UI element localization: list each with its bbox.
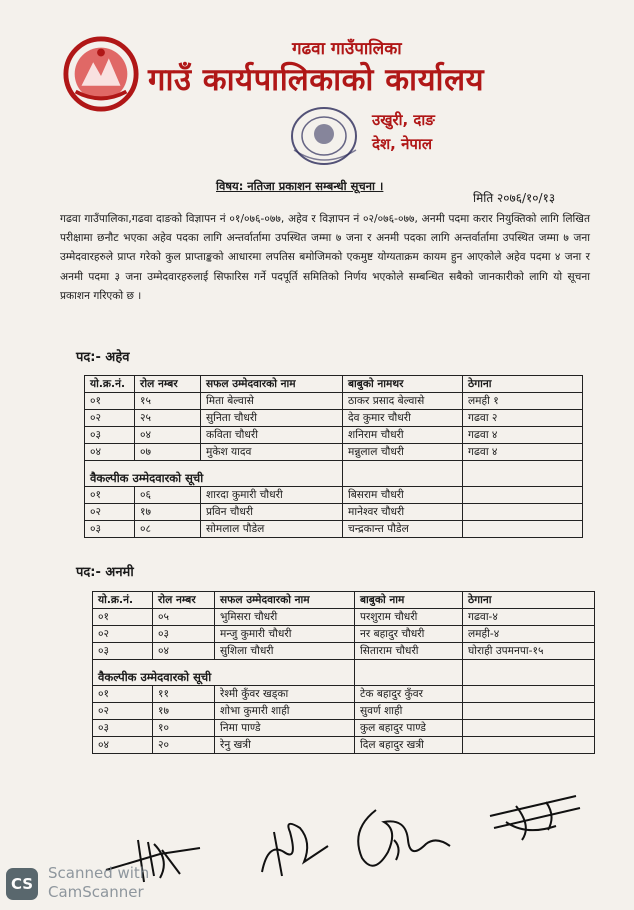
table-row (93, 643, 595, 660)
office-address-line1: उखुरी, दाङ (372, 111, 435, 129)
camscanner-watermark (0, 862, 170, 908)
column-header: सफल उम्मेदवारको नाम (201, 376, 343, 393)
table-cell: ०३ (93, 720, 153, 737)
table-cell: कुल बहादुर पाण्डे (355, 720, 463, 737)
table-cell: ०३ (85, 427, 135, 444)
table-cell: मुकेश यादव (201, 444, 343, 461)
column-header: यो.क्र.नं. (85, 376, 135, 393)
office-address-line2: देश, नेपाल (372, 135, 432, 153)
alt-list-title: वैकल्पीक उम्मेदवारको सूची (93, 660, 355, 686)
table-row (85, 427, 583, 444)
notice-subject: विषय: नतिजा प्रकाशन सम्बन्धी सूचना । (216, 179, 384, 193)
signature-4 (486, 786, 586, 846)
table-cell: १७ (153, 703, 215, 720)
column-header: सफल उम्मेदवारको नाम (215, 592, 355, 609)
table-cell: ०७ (135, 444, 201, 461)
table-cell: ०२ (85, 410, 135, 427)
table-cell: ०१ (85, 487, 135, 504)
table-cell: सुवर्ण शाही (355, 703, 463, 720)
table-cell: रेश्मी कुँवर खड्का (215, 686, 355, 703)
table-cell: ०२ (93, 703, 153, 720)
table-cell: प्रविन चौधरी (201, 504, 343, 521)
alt-list-title-row (85, 461, 583, 487)
table-cell: ०१ (93, 686, 153, 703)
table-cell: लमही १ (463, 393, 583, 410)
table-cell: शोभा कुमारी शाही (215, 703, 355, 720)
table-cell: ०१ (85, 393, 135, 410)
post-label-anami: पद:- अनमी (76, 565, 134, 580)
table-row (93, 703, 595, 720)
table-cell: ११ (153, 686, 215, 703)
signature-3 (346, 800, 456, 880)
column-header: ठेगाना (463, 376, 583, 393)
table-cell: कविता चौधरी (201, 427, 343, 444)
table-cell: गढवा ४ (463, 427, 583, 444)
table-cell: मानेश्वर चौधरी (343, 504, 463, 521)
table-row (93, 626, 595, 643)
table-row (85, 410, 583, 427)
table-cell: सुनिता चौधरी (201, 410, 343, 427)
table-cell: घोराही उपमनपा-१५ (463, 643, 595, 660)
table-cell: टेक बहादुर कुँवर (355, 686, 463, 703)
table-cell: सुशिला चौधरी (215, 643, 355, 660)
alt-list-title-row (93, 660, 595, 686)
nepal-emblem-icon (62, 35, 140, 113)
table-cell: ०३ (93, 643, 153, 660)
table-cell: गढवा २ (463, 410, 583, 427)
table-cell: ठाकर प्रसाद बेल्वासे (343, 393, 463, 410)
column-header: बाबुको नामथर (343, 376, 463, 393)
table-cell: बिसराम चौधरी (343, 487, 463, 504)
table-cell: ०१ (93, 609, 153, 626)
ahev-result-table (84, 375, 583, 538)
column-header: यो.क्र.नं. (93, 592, 153, 609)
anami-result-table (92, 591, 595, 754)
table-cell: निमा पाण्डे (215, 720, 355, 737)
table-cell: लमही-४ (463, 626, 595, 643)
column-header: बाबुको नाम (355, 592, 463, 609)
table-cell: ०८ (135, 521, 201, 538)
alt-list-title: वैकल्पीक उम्मेदवारको सूची (85, 461, 343, 487)
post-label-ahev: पद:- अहेव (76, 350, 130, 365)
table-cell: रेनु खत्री (215, 737, 355, 754)
table-cell: १५ (135, 393, 201, 410)
table-row (85, 521, 583, 538)
table-cell: ०३ (85, 521, 135, 538)
table-cell: २५ (135, 410, 201, 427)
table-cell: ०४ (93, 737, 153, 754)
table-row (85, 504, 583, 521)
table-cell: ०५ (153, 609, 215, 626)
table-cell: परशुराम चौधरी (355, 609, 463, 626)
table-row (85, 393, 583, 410)
office-stamp (276, 100, 372, 178)
column-header: रोल नम्बर (153, 592, 215, 609)
table-cell: देव कुमार चौधरी (343, 410, 463, 427)
table-cell: गढवा-४ (463, 609, 595, 626)
table-row (85, 444, 583, 461)
table-cell: दिल बहादुर खत्री (355, 737, 463, 754)
table-cell: मिता बेल्वासे (201, 393, 343, 410)
table-cell: शारदा कुमारी चौधरी (201, 487, 343, 504)
camscanner-logo-icon: CS (6, 868, 38, 900)
table-cell: ०४ (153, 643, 215, 660)
column-header: रोल नम्बर (135, 376, 201, 393)
table-cell: नर बहादुर चौधरी (355, 626, 463, 643)
notice-body: गढवा गाउँपालिका,गढवा दाङको विज्ञापन नं ०१/०७६-०७७, अहेव र विज्ञापन नं ०२/०७६-०७७, अनमी पदमा करार नियुक्तिको लागि लिखित परीक्षामा छनौट भएका अहेव पदका लागि अन्तर्वार्तामा उपस्थित जम्मा ७ जना र अनमी पदका लागि अन्तर्वार्तामा उपस्थित जम्मा ७ जना उम्मेदवारहरुले प्राप्त गरेको कुल प्राप्ताङ्कको आधारमा लपतिस बमोजिमको एकमुष्ट योग्यताक्रम कायम हुन आएकोले अहेव पदमा ४ जना र अनमी पदमा ३ जना उम्मेदवारहरुलाई सिफारिस गर्ने पदपूर्ति समितिको निर्णय भएकोले सम्बन्धित सबैको जानकारीको लागि यो सूचना प्रकाशन गरिएको छ । (60, 213, 590, 302)
table-cell: भुमिसरा चौधरी (215, 609, 355, 626)
table-cell: ०४ (85, 444, 135, 461)
notice-date: मिति २०७६/१०/१३ (473, 191, 556, 205)
signature-2 (254, 812, 334, 882)
table-row (93, 720, 595, 737)
office-title: गाउँ कार्यपालिकाको कार्यालय (148, 62, 485, 98)
table-header-row (93, 592, 595, 609)
table-cell: ०२ (85, 504, 135, 521)
table-cell: मन्जु कुमारी चौधरी (215, 626, 355, 643)
watermark-line1: Scanned with (48, 864, 150, 882)
table-cell: मन्नुलाल चौधरी (343, 444, 463, 461)
table-cell: ०३ (153, 626, 215, 643)
table-cell: ०४ (135, 427, 201, 444)
table-cell: २० (153, 737, 215, 754)
column-header: ठेगाना (463, 592, 595, 609)
table-cell: सोमलाल पौडेल (201, 521, 343, 538)
table-cell: १० (153, 720, 215, 737)
table-cell: चन्द्रकान्त पौडेल (343, 521, 463, 538)
table-cell: सिताराम चौधरी (355, 643, 463, 660)
table-row (93, 737, 595, 754)
table-cell: ०२ (93, 626, 153, 643)
table-cell: गढवा ४ (463, 444, 583, 461)
table-row (93, 686, 595, 703)
table-cell: १७ (135, 504, 201, 521)
table-header-row (85, 376, 583, 393)
table-row (85, 487, 583, 504)
municipality-name: गढवा गाउँपालिका (292, 39, 402, 59)
table-cell: ०६ (135, 487, 201, 504)
watermark-line2: CamScanner (48, 883, 144, 901)
table-row (93, 609, 595, 626)
table-cell: शनिराम चौधरी (343, 427, 463, 444)
